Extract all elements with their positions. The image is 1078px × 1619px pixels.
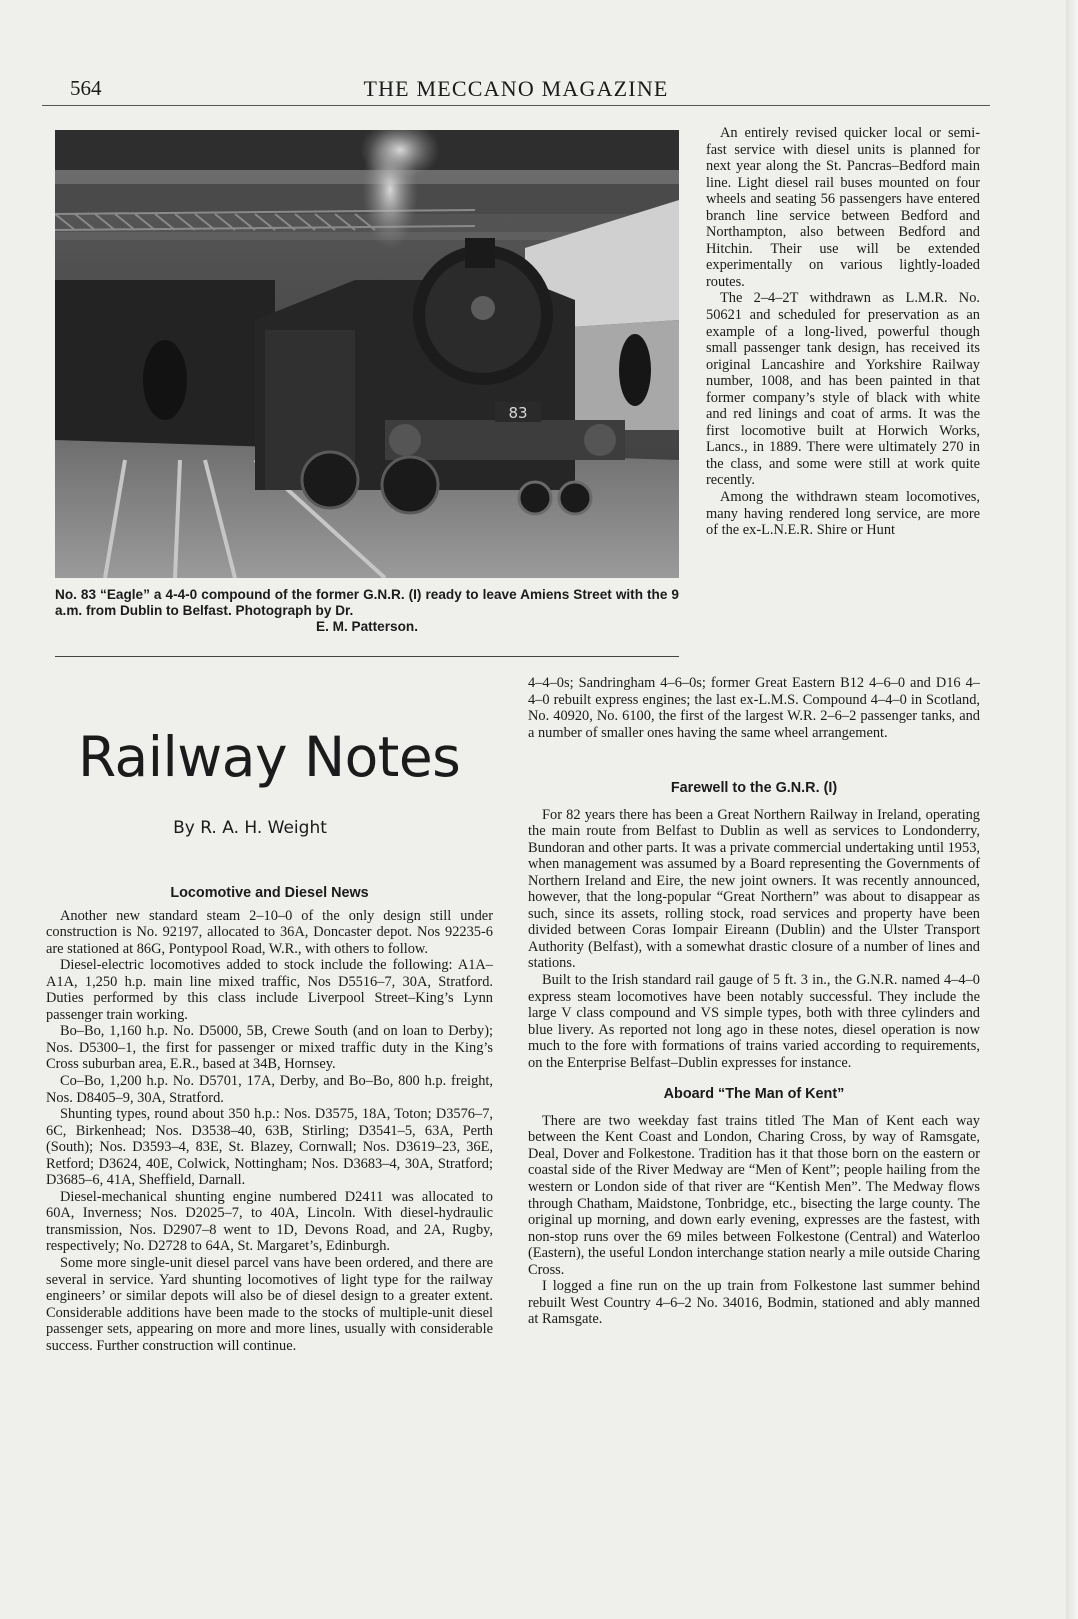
page-header xyxy=(42,76,990,108)
page-number: 564 xyxy=(70,76,102,100)
article-byline: By R. A. H. Weight xyxy=(173,818,327,838)
paragraph: There are two weekday fast trains titled The Man of Kent each way between the Kent Coast and London, Charing Cross, by way of Ramsgate, Deal, Dover and Folkestone. Tradition has it that those born on the eastern or coastal side of the River Medway are “Men of Kent”; people hailing from the western or London side of that river are “Kentish Men”. The Medway flows through Chatham, Maidstone, Tonbridge, etc., bisecting the large county. The original up morning, and down early evening, expresses are the fastest, with non-stop runs over the 69 miles between Folkestone (Central) and Waterloo (Eastern), the useful London interchange station nearly a mile outside Charing Cross. xyxy=(528,1112,980,1278)
section-heading-locomotive-diesel-news: Locomotive and Diesel News xyxy=(170,885,369,901)
header-rule xyxy=(42,105,990,106)
paragraph: Built to the Irish standard rail gauge of 5 ft. 3 in., the G.N.R. named 4–4–0 express steam locomotives have been notably successful. They include the large V class compound and VS simple types, both with three cylinders and blue livery. As reported not long ago in these notes, diesel operation is now much to the fore with formations of trains varied according to requirements, on the Enterprise Belfast–Dublin expresses for instance. xyxy=(528,972,980,1071)
article-title: Railway Notes xyxy=(78,725,461,789)
caption-rule xyxy=(55,656,679,657)
magazine-title: THE MECCANO MAGAZINE xyxy=(363,76,669,101)
photo-caption-credit: E. M. Patterson. xyxy=(316,619,418,634)
paragraph: Some more single-unit diesel parcel vans have been ordered, and there are several in service. Yard shunting locomotives of light type for the railway engineers’ or similar depots will also be of diesel design to a greater extent. Considerable additions have been made to the stocks of multiple-unit diesel passenger sets, appearing on more and more lines, usually with considerable success. Further construction will continue. xyxy=(46,1255,493,1354)
paragraph: Among the withdrawn steam locomotives, many having rendered long service, are more of the ex-L.N.E.R. Shire or Hunt xyxy=(706,489,980,539)
right-column-continuation xyxy=(528,675,980,741)
paragraph: Diesel-electric locomotives added to stock include the following: A1A–A1A, 1,250 h.p. main line mixed traffic, Nos D5516–7, 30A, Stratford. Duties performed by this class include Liverpool Street–King’s Lynn passenger train working. xyxy=(46,957,493,1023)
locomotive-number-plate: 83 xyxy=(508,404,528,422)
page-edge-shadow xyxy=(1066,0,1078,1619)
locomotive-photo-illustration xyxy=(55,130,679,578)
paragraph: Shunting types, round about 350 h.p.: Nos. D3575, 18A, Toton; D3576–7, 6C, Birkenhead; Nos. D3538–40, 63B, Stirling; D3541–5, 63A, Perth (South); Nos. D3593–4, 83E, St. Blazey, Cornwall; Nos. D3619–23, 36E, Retford; D3624, 40E, Colwick, Nottingham; Nos. D3683–4, 30A, Stratford; D3685–6, 41A, Sheffield, Darnall. xyxy=(46,1106,493,1189)
paragraph: For 82 years there has been a Great Northern Railway in Ireland, operating the main route from Belfast to Dublin as well as services to Londonderry, Bundoran and other parts. It was a private commercial undertaking until 1953, when management was assumed by a Board representing the Governments of Northern Ireland and Eire, the new joint owners. It was recently announced, however, that the long-popular “Great Northern” was about to disappear as such, since its assets, rolling stock, road services and property have been divided between Coras Iompair Eireann (Dublin) and the Ulster Transport Authority (Belfast), with a somewhat drastic closure of a number of lines and stations. xyxy=(528,806,980,972)
paragraph: 4–4–0s; Sandringham 4–6–0s; former Great Eastern B12 4–6–0 and D16 4–4–0 rebuilt express engines; the last ex-L.M.S. Compound 4–4–0 in Scotland, No. 40920, No. 6100, the first of the largest W.R. 2–6–2 passenger tanks, and a number of smaller ones having the same wheel arrangement. xyxy=(528,675,980,741)
paragraph: Another new standard steam 2–10–0 of the only design still under construction is No. 92197, allocated to 36A, Doncaster depot. Nos 92235-6 are stationed at 86G, Pontypool Road, W.R., with others to follow. xyxy=(46,907,493,957)
paragraph: Bo–Bo, 1,160 h.p. No. D5000, 5B, Crewe South (and on loan to Derby); Nos. D5300–1, the first for passenger or mixed traffic duty in the King’s Cross suburban area, E.R., based at 34B, Hornsey. xyxy=(46,1023,493,1073)
locomotive-photo xyxy=(55,130,679,578)
paragraph: I logged a fine run on the up train from Folkestone last summer behind rebuilt West Country 4–6–2 No. 34016, Bodmin, stationed and ably manned at Ramsgate. xyxy=(528,1278,980,1328)
paragraph: An entirely revised quicker local or semi-fast service with diesel units is planned for next year along the St. Pancras–Bedford main line. Light diesel rail buses mounted on four wheels and seating 56 passengers have entered branch line service between Bedford and Northampton, also between Bedford and Hitchin. Their use will be extended experimentally on various lightly-loaded routes. xyxy=(706,125,980,290)
photo-caption xyxy=(55,587,679,635)
paragraph: The 2–4–2T withdrawn as L.M.R. No. 50621 and scheduled for preservation as an example of a long-lived, powerful though small passenger tank design, has received its original Lancashire and Yorkshire Railway number, 1008, and has been painted in that former company’s style of black with white and red linings and coat of arms. It was the first locomotive built at Horwich Works, Lancs., in 1889. There were ultimately 270 in the class, and some were still at work quite recently. xyxy=(706,290,980,489)
section-heading-farewell-gnr: Farewell to the G.N.R. (I) xyxy=(670,780,838,796)
section-heading-man-of-kent: Aboard “The Man of Kent” xyxy=(663,1086,845,1103)
left-column xyxy=(46,885,493,1354)
paragraph: Co–Bo, 1,200 h.p. No. D5701, 17A, Derby, and Bo–Bo, 800 h.p. freight, Nos. D8405–9, 30A, Stratford. xyxy=(46,1073,493,1106)
right-column-top xyxy=(706,125,980,539)
right-column-sections xyxy=(528,780,980,1328)
paragraph: Diesel-mechanical shunting engine numbered D2411 was allocated to 60A, Inverness; Nos. D2025–7, to 40A, Lincoln. With diesel-hydraulic transmission, Nos. D2907–8 went to 1D, Devons Road, and 2A, Rugby, respectively; No. D2728 to 64A, St. Margaret’s, Edinburgh. xyxy=(46,1188,493,1255)
photo-caption-text: No. 83 “Eagle” a 4-4-0 compound of the former G.N.R. (I) ready to leave Amiens Street with the 9 a.m. from Dublin to Belfast. Photograph by Dr. xyxy=(55,587,679,618)
